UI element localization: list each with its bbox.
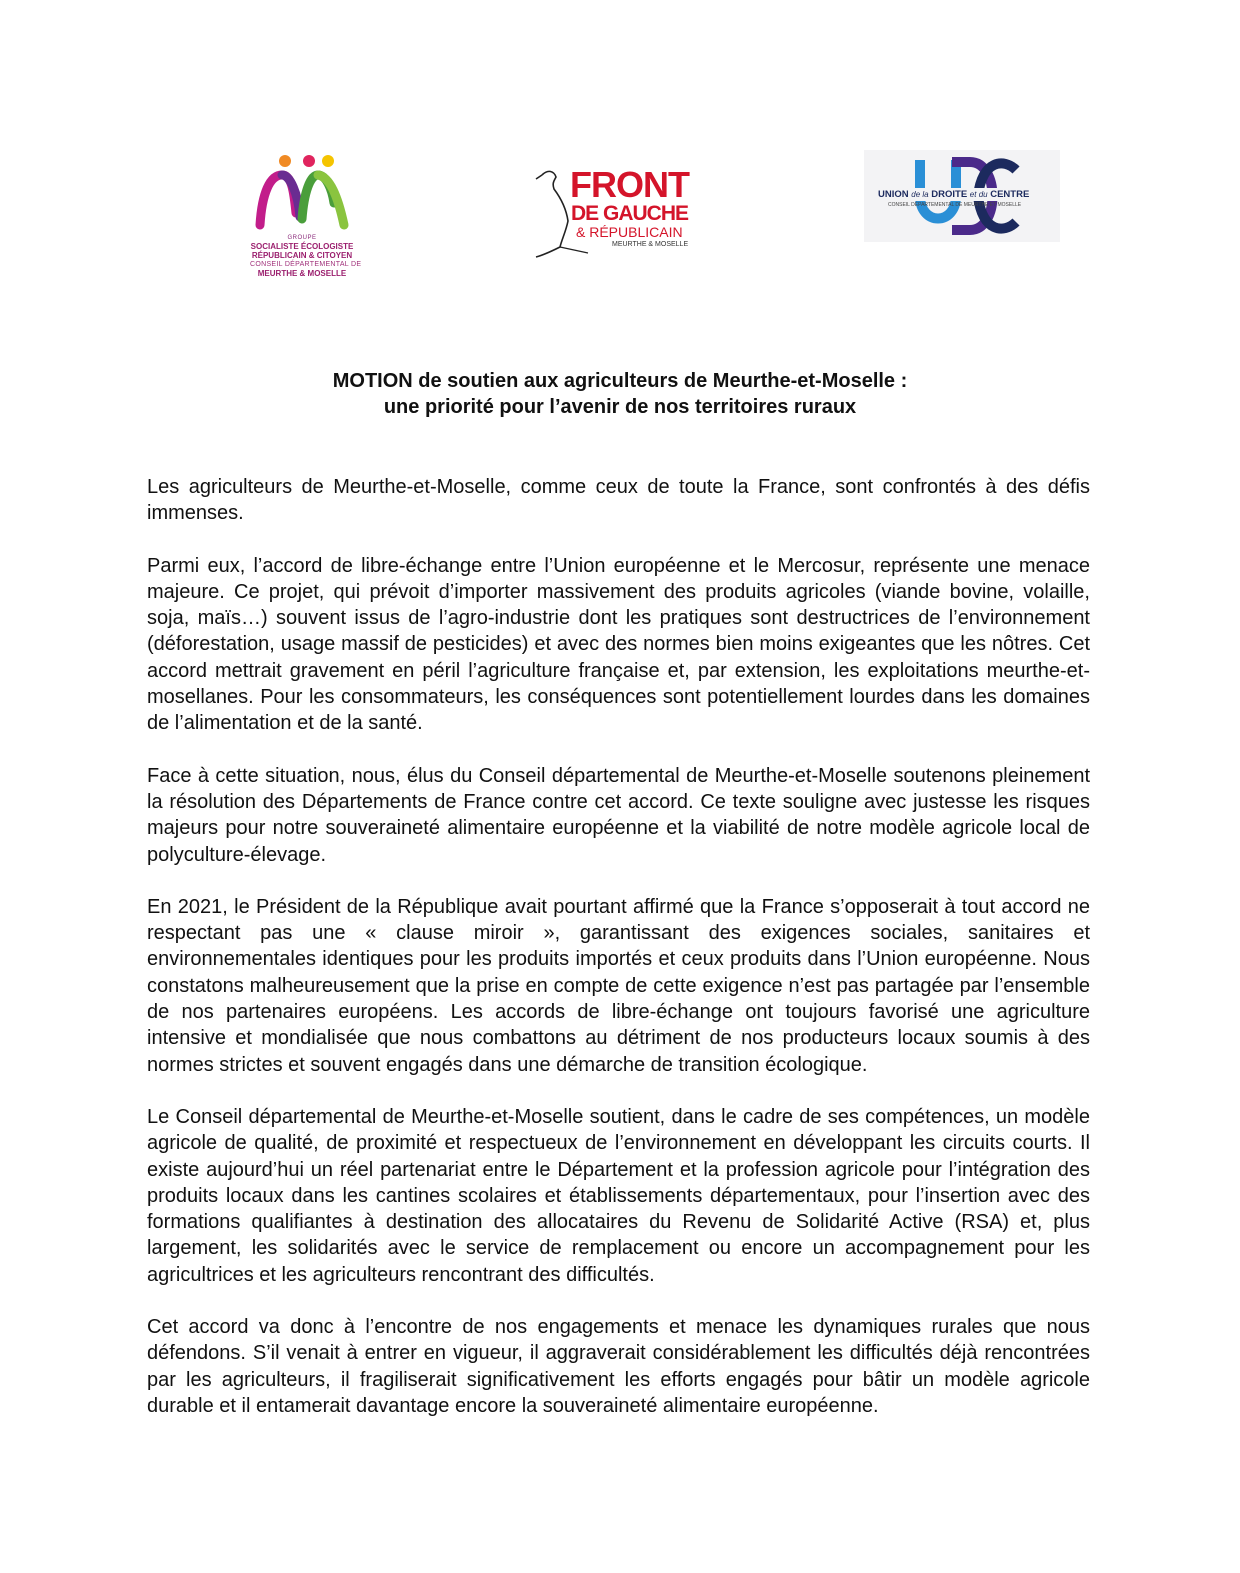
paragraph: Les agriculteurs de Meurthe-et-Moselle, comme ceux de toute la France, sont confrontés à des défis immenses. (147, 476, 1090, 525)
udc-centre: CENTRE (990, 189, 1030, 200)
udc-droite: DROITE (931, 189, 968, 200)
mm-group-label: GROUPE (287, 235, 317, 241)
paragraph: En 2021, le Président de la République avait pourtant affirmé que la France s’opposerait à tout accord ne respectant pas une « clause miroir », garantissant des exigences sociales, sanitaires et environnementales identiques pour les produits importés et ceux produits dans l’Union européenne. Nous constatons malheureusement que la prise en compte de cette exigence n’est pas partagée par l’ensemble de nos partenaires européens. Les accords de libre-échange ont toujours favorisé une agriculture intensive et mondialisée que nous combattons au détriment de nos producteurs locaux soumis à des normes strictes et souvent engagés dans une démarche de transition écologique. (147, 895, 1090, 1076)
udc-name (876, 188, 1031, 201)
title-line-1: MOTION de soutien aux agriculteurs de Meurthe-et-Moselle : (332, 370, 908, 392)
udc-subtitle: CONSEIL DÉPARTEMENTAL DE MEURTHE ET MOSELLE (888, 202, 1022, 208)
udc-de-la: de la (911, 190, 929, 199)
udc-et-du: et du (969, 190, 988, 199)
fg-title-gauche: DE GAUCHE (571, 202, 689, 225)
document-title (0, 368, 1240, 420)
paragraph: Face à cette situation, nous, élus du Conseil départemental de Meurthe-et-Moselle soutenons pleinement la résolution des Départements de France contre cet accord. Ce texte souligne avec justesse les risques majeurs pour notre souveraineté alimentaire européenne et la viabilité de notre modèle agricole local de polyculture-élevage. (147, 764, 1090, 866)
fg-title-front: FRONT (570, 164, 689, 205)
mm-group-logo (250, 153, 362, 293)
fg-title-republicain: & RÉPUBLICAIN (576, 224, 683, 240)
mm-line-4: MEURTHE & MOSELLE (257, 269, 347, 278)
mm-figures-icon (252, 153, 352, 233)
mm-line-2: RÉPUBLICAIN & CITOYEN (251, 251, 353, 260)
document-body (147, 474, 1090, 1445)
udc-union: UNION (878, 189, 909, 200)
udc-logo (864, 150, 1060, 242)
paragraph: Le Conseil départemental de Meurthe-et-Moselle soutient, dans le cadre de ses compétences, un modèle agricole de qualité, de proximité et respectueux de l’environnement en développant les circuits courts. Il existe aujourd’hui un réel partenariat entre le Département et la profession agricole pour l’intégration des produits locaux dans les cantines scolaires et établissements départementaux, pour l’insertion avec des formations qualifiantes à destination des allocataires du Revenu de Solidarité Active (RSA) et, plus largement, les solidarités avec le service de remplacement ou encore un accompagnement pour les agricultrices et les agriculteurs rencontrant des difficultés. (147, 1105, 1090, 1286)
paragraph: Parmi eux, l’accord de libre-échange entre l’Union européenne et le Mercosur, représente une menace majeure. Ce projet, qui prévoit d’importer massivement des produits agricoles (viande bovine, volaille, soja, maïs…) souvent issus de l’agro-industrie dont les pratiques sont destructrices de l’environnement (déforestation, usage massif de pesticides) et avec des normes bien moins exigeantes que les nôtres. Cet accord mettrait gravement en péril l’agriculture française et, par extension, les exploitations meurthe-et-mosellanes. Pour les consommateurs, les conséquences sont potentiellement lourdes dans les domaines de l’alimentation et de la santé. (147, 554, 1090, 735)
logo-row (0, 145, 1240, 295)
paragraph: Cet accord va donc à l’encontre de nos engagements et menace les dynamiques rurales que nous défendons. S’il venait à entrer en vigueur, il aggraverait considérablement les difficultés déjà rencontrées par les agriculteurs, il fragiliserait significativement les efforts engagés pour bâtir un modèle agricole durable et il entamerait davantage encore la souveraineté alimentaire européenne. (147, 1316, 1090, 1417)
mm-line-3: CONSEIL DÉPARTEMENTAL DE (250, 261, 362, 268)
fg-subtitle: MEURTHE & MOSELLE (612, 241, 689, 248)
front-de-gauche-logo (528, 163, 708, 263)
title-line-2: une priorité pour l’avenir de nos territoires ruraux (383, 396, 857, 418)
mm-line-1: SOCIALISTE ÉCOLOGISTE (250, 242, 354, 251)
